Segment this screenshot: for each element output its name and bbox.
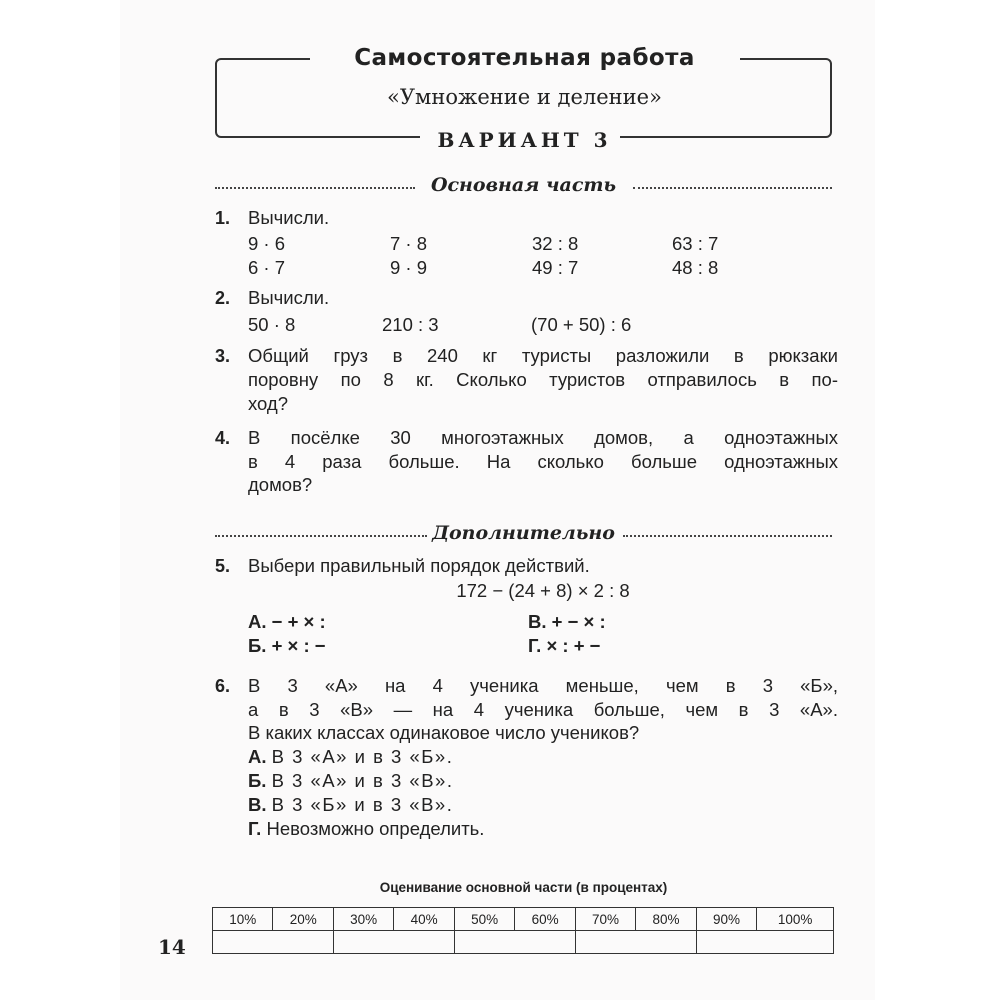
expression: 172 − (24 + 8) × 2 : 8 bbox=[456, 580, 630, 601]
expression: 32 : 8 bbox=[532, 233, 579, 254]
section-main-heading bbox=[215, 174, 832, 200]
grading-header-row bbox=[213, 908, 834, 931]
task-number: 4. bbox=[215, 428, 231, 448]
section-title: Основная часть bbox=[430, 174, 617, 196]
answer-option bbox=[248, 794, 453, 816]
option-value: + − × : bbox=[551, 611, 606, 632]
option-value: В 3 «А» и в 3 «Б». bbox=[271, 746, 454, 767]
task-text-line: поровну по 8 кг. Сколько туристов отправилось в по- bbox=[248, 369, 838, 390]
task-text-line: В посёлке 30 многоэтажных домов, а одноэтажных bbox=[248, 427, 838, 448]
task-number: 2. bbox=[215, 288, 231, 308]
answer-option bbox=[528, 611, 606, 633]
grading-cell: 80% bbox=[636, 908, 696, 931]
section-extra-heading bbox=[215, 522, 832, 548]
expression: 63 : 7 bbox=[672, 233, 719, 254]
option-label: Г. bbox=[248, 818, 262, 839]
grading-cell: 100% bbox=[757, 908, 834, 931]
option-value: В 3 «Б» и в 3 «В». bbox=[271, 794, 454, 815]
option-value: + × : − bbox=[271, 635, 326, 656]
expression: 210 : 3 bbox=[382, 314, 439, 335]
grading-caption: Оценивание основной части (в процентах) bbox=[379, 880, 668, 895]
grading-cell: 40% bbox=[394, 908, 454, 931]
grading-cell: 30% bbox=[333, 908, 393, 931]
option-value: В 3 «А» и в 3 «В». bbox=[271, 770, 454, 791]
option-label: А. bbox=[248, 611, 267, 632]
grading-cell: 20% bbox=[273, 908, 333, 931]
task-text: Выбери правильный порядок действий. bbox=[248, 555, 590, 576]
task-text-line: В 3 «А» на 4 ученика меньше, чем в 3 «Б», bbox=[248, 675, 838, 696]
grading-blank-cell bbox=[213, 931, 334, 954]
task-text-line: а в 3 «В» — на 4 ученика больше, чем в 3 «А». bbox=[248, 699, 838, 720]
grading-blank-cell bbox=[696, 931, 833, 954]
option-label: Г. bbox=[528, 635, 542, 656]
task-text-line: домов? bbox=[248, 474, 313, 495]
grading-cell: 50% bbox=[454, 908, 514, 931]
grading-cell: 60% bbox=[515, 908, 575, 931]
task-text-line: В каких классах одинаковое число учеников? bbox=[248, 722, 640, 743]
task-text-line: ход? bbox=[248, 393, 289, 414]
expression: 49 : 7 bbox=[532, 257, 579, 278]
task-number: 5. bbox=[215, 556, 231, 576]
task-text: Вычисли. bbox=[248, 287, 330, 308]
grading-blank-cell bbox=[575, 931, 696, 954]
task-number: 3. bbox=[215, 346, 231, 366]
answer-option bbox=[248, 770, 453, 792]
expression: 9 · 6 bbox=[248, 233, 286, 254]
option-label: А. bbox=[248, 746, 267, 767]
section-title: Дополнительно bbox=[432, 522, 615, 544]
task-text-line: Общий груз в 240 кг туристы разложили в рюкзаки bbox=[248, 345, 838, 366]
answer-option bbox=[528, 635, 600, 657]
grading-blank-cell bbox=[333, 931, 454, 954]
grading-blank-cell bbox=[454, 931, 575, 954]
grading-cell: 90% bbox=[696, 908, 756, 931]
task-text-line: в 4 раза больше. На сколько больше одноэтажных bbox=[248, 451, 838, 472]
option-value: − + × : bbox=[271, 611, 326, 632]
option-label: Б. bbox=[248, 635, 267, 656]
option-value: Невозможно определить. bbox=[266, 818, 485, 839]
option-label: В. bbox=[248, 794, 267, 815]
grading-table bbox=[212, 907, 834, 954]
task-number: 1. bbox=[215, 208, 231, 228]
task-number: 6. bbox=[215, 676, 231, 696]
expression: (70 + 50) : 6 bbox=[531, 314, 632, 335]
answer-option bbox=[248, 635, 326, 657]
answer-option bbox=[248, 746, 453, 768]
task-text: Вычисли. bbox=[248, 207, 330, 228]
option-label: В. bbox=[528, 611, 547, 632]
expression: 50 · 8 bbox=[248, 314, 296, 335]
grading-answer-row bbox=[213, 931, 834, 954]
expression: 48 : 8 bbox=[672, 257, 719, 278]
expression: 9 · 9 bbox=[390, 257, 428, 278]
expression: 6 · 7 bbox=[248, 257, 286, 278]
page-number: 14 bbox=[158, 935, 186, 959]
option-value: × : + − bbox=[546, 635, 601, 656]
expression: 7 · 8 bbox=[390, 233, 428, 254]
answer-option bbox=[248, 818, 484, 840]
grading-cell: 10% bbox=[213, 908, 273, 931]
page-title: Самостоятельная работа bbox=[354, 45, 695, 71]
answer-option bbox=[248, 611, 326, 633]
variant-label: ВАРИАНТ 3 bbox=[437, 128, 612, 152]
grading-cell: 70% bbox=[575, 908, 635, 931]
page-subtitle: «Умножение и деление» bbox=[387, 85, 662, 109]
option-label: Б. bbox=[248, 770, 267, 791]
